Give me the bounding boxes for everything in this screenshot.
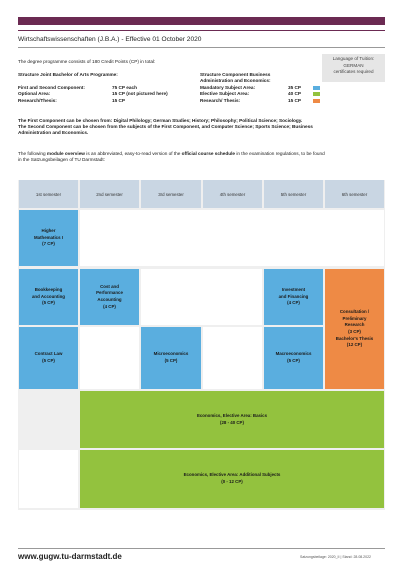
footer-meta: Satzungsbeilage: 2020_II | Stand: 28.08.2022 [300, 555, 371, 559]
top-accent-bar [18, 17, 385, 25]
page-title: Wirtschaftswissenschaften (J.B.A.) - Effective 01 October 2020 [18, 36, 202, 43]
module-elective-additional: Economics, Elective Area: Additional Subjects (0 - 12 CP) [80, 450, 384, 508]
intro-text: The degree programme consists of 180 Credit Points (CP) in total: [18, 59, 156, 64]
language-label: Language of Tuition: [332, 56, 375, 61]
semester-header-4: 4th semester [203, 180, 262, 208]
top-divider [18, 30, 385, 31]
component-row: Research/ Thesis: 15 CP [200, 98, 320, 104]
module-bookkeeping: Bookkeeping and Accounting (5 CP) [19, 269, 78, 325]
structure-row: First and Second Component: 75 CP each [18, 84, 137, 90]
semester-header-3: 3rd semester [141, 180, 201, 208]
module-investment-financing: Investment and Financing (4 CP) [264, 269, 323, 325]
empty-area-row3-left [80, 327, 139, 389]
empty-area-row2 [141, 269, 262, 325]
structure-row: Optional Area: 15 CP (not pictured here) [18, 91, 168, 97]
research-swatch [313, 99, 320, 103]
semester-header-2: 2nd semester [80, 180, 139, 208]
module-macroeconomics: Macroeconomics (5 CP) [264, 327, 323, 389]
footer-website-link[interactable]: www.gugw.tu-darmstadt.de [18, 552, 122, 561]
overview-paragraph: The following module overview is an abbreviated, easy-to-read version of the official course schedule in the examination regulations, to be found in the Satzungsbeilagen of TU Darmstadt: [18, 151, 325, 163]
module-cost-performance-accounting: Cost and Performance Accounting (4 CP) [80, 269, 139, 325]
component-row: Elective Subject Area: 40 CP [200, 91, 320, 97]
components-paragraph: The First Component can be chosen from: Digital Philology; German Studies; History; Philosophy; Political Science; Sociology. The Second Component can be chosen from the subjects of the First Component, and Computer Science; Sports Science; Business Administration and Economics. [18, 118, 313, 136]
module-consultation-thesis: Consultation / Preliminary Research (3 CP) Bachelor's Thesis (12 CP) [325, 269, 384, 389]
mandatory-swatch [313, 86, 320, 90]
module-elective-basics: Economics, Elective Area: Basics (28 - 40 CP) [80, 391, 384, 448]
semester-header-5: 5th semester [264, 180, 323, 208]
module-contract-law: Contract Law (5 CP) [19, 327, 78, 389]
elective-swatch [313, 92, 320, 96]
language-box [322, 54, 385, 82]
component-row: Mandatory Subject Area: 35 CP [200, 85, 320, 91]
footer-divider [18, 548, 385, 549]
structure-right-heading-1: Structure Component Business [200, 72, 271, 77]
structure-right-heading-2: Administration and Economics: [200, 78, 271, 84]
title-divider [18, 47, 385, 48]
module-higher-mathematics: Higher Mathematics I (7 CP) [19, 210, 78, 266]
language-value: GERMAN [343, 62, 364, 68]
module-microeconomics: Microeconomics (5 CP) [141, 327, 201, 389]
empty-area-row5 [19, 450, 78, 508]
semester-header-6: 6th semester [325, 180, 384, 208]
structure-row: Research/Thesis: 15 CP [18, 97, 126, 103]
empty-area-row3-mid [203, 327, 262, 389]
structure-left-heading: Structure Joint Bachelor of Arts Programme: [18, 72, 118, 77]
language-note: certificates required [333, 69, 374, 74]
empty-area-row1 [80, 210, 384, 266]
structure-right [200, 72, 320, 104]
semester-header-1: 1st semester [19, 180, 78, 208]
structure-left [18, 72, 203, 104]
